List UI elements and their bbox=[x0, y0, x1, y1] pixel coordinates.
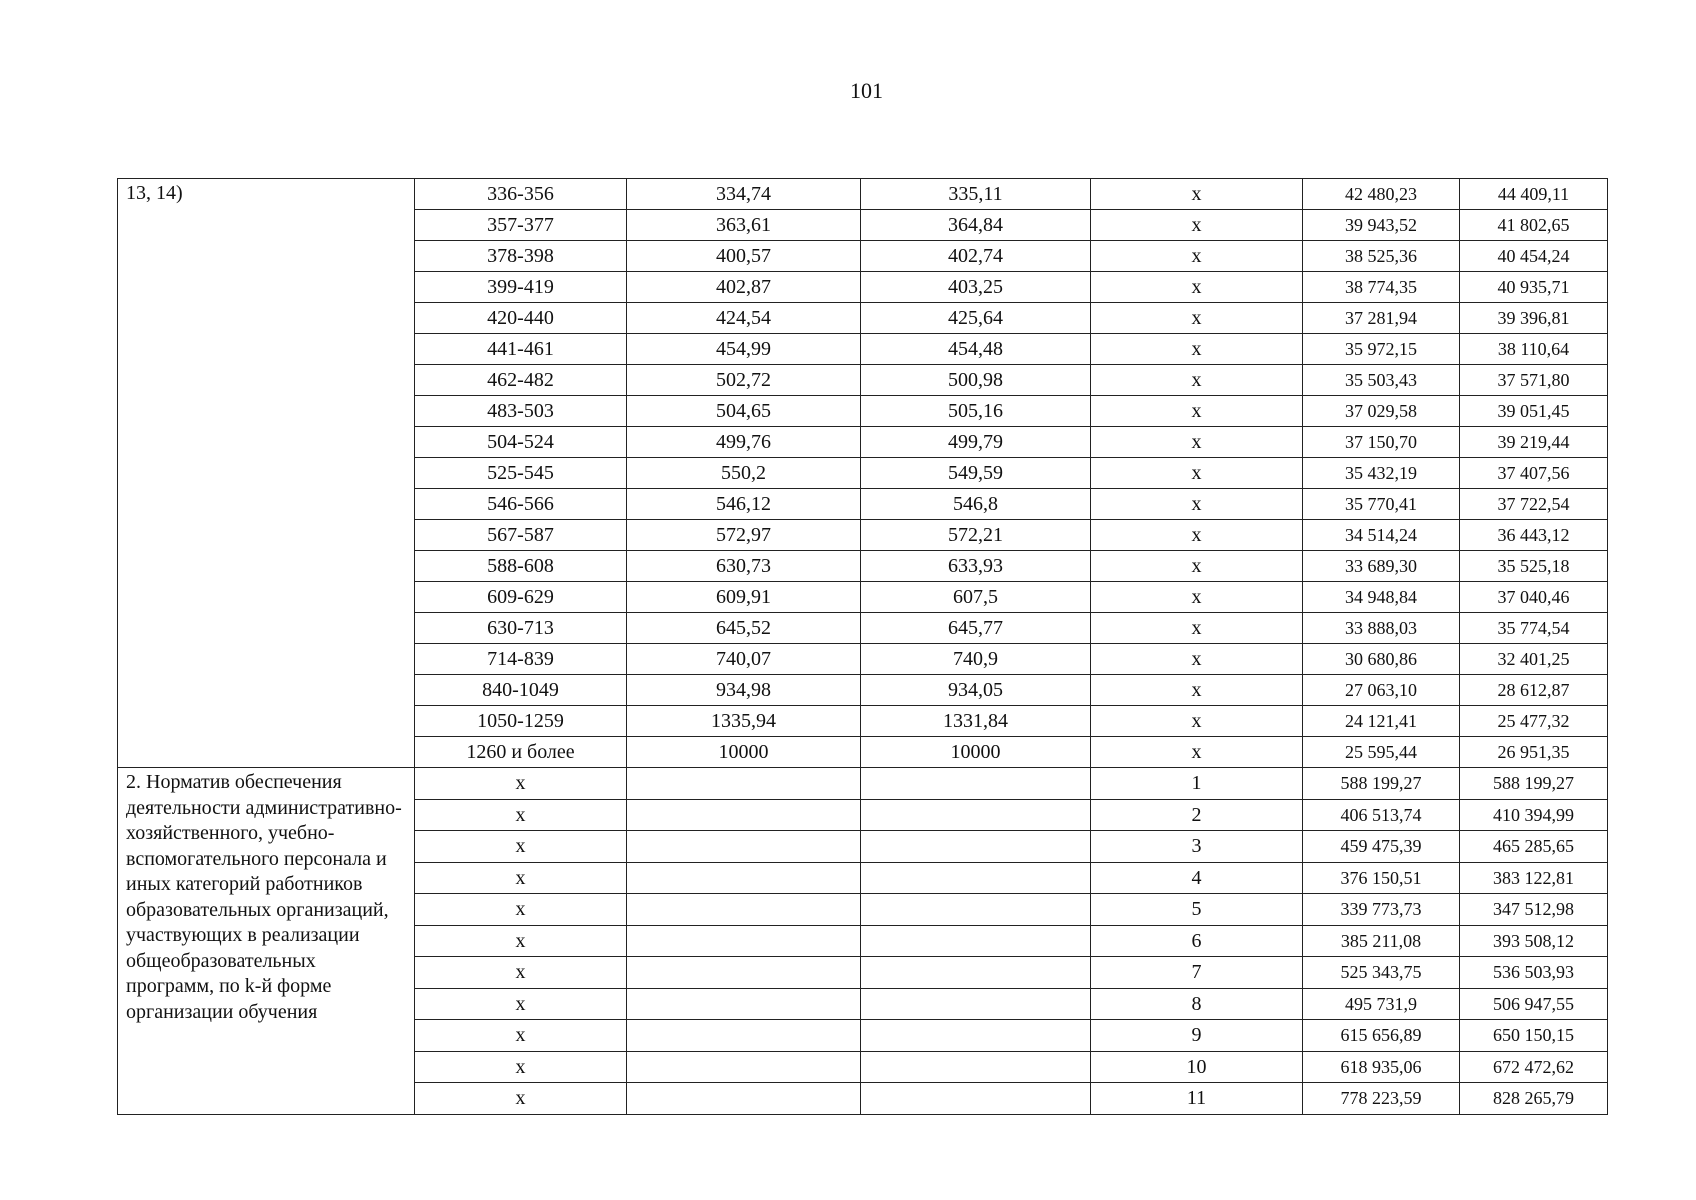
range-cell: 588-608 bbox=[415, 551, 627, 582]
value-cell: 35 503,43 bbox=[1303, 365, 1460, 396]
value-cell: 672 472,62 bbox=[1460, 1051, 1608, 1083]
value-cell: 650 150,15 bbox=[1460, 1020, 1608, 1052]
range-cell: 399-419 bbox=[415, 272, 627, 303]
value-cell: 934,05 bbox=[861, 675, 1091, 706]
value-cell: 38 774,35 bbox=[1303, 272, 1460, 303]
value-cell: 1331,84 bbox=[861, 706, 1091, 737]
value-cell: 37 040,46 bbox=[1460, 582, 1608, 613]
value-cell: 630,73 bbox=[627, 551, 861, 582]
section2-body bbox=[118, 768, 1608, 1115]
mark-cell: x bbox=[1091, 272, 1303, 303]
mark-cell: x bbox=[415, 1020, 627, 1052]
mark-cell: x bbox=[415, 831, 627, 863]
form-number-cell: 4 bbox=[1091, 862, 1303, 894]
mark-cell: x bbox=[1091, 737, 1303, 768]
value-cell: 28 612,87 bbox=[1460, 675, 1608, 706]
value-cell: 403,25 bbox=[861, 272, 1091, 303]
empty-cell bbox=[861, 831, 1091, 863]
value-cell: 35 432,19 bbox=[1303, 458, 1460, 489]
range-cell: 1050-1259 bbox=[415, 706, 627, 737]
value-cell: 778 223,59 bbox=[1303, 1083, 1460, 1115]
value-cell: 35 525,18 bbox=[1460, 551, 1608, 582]
mark-cell: x bbox=[1091, 520, 1303, 551]
value-cell: 425,64 bbox=[861, 303, 1091, 334]
form-number-cell: 2 bbox=[1091, 799, 1303, 831]
value-cell: 536 503,93 bbox=[1460, 957, 1608, 989]
mark-cell: x bbox=[415, 894, 627, 926]
value-cell: 39 943,52 bbox=[1303, 210, 1460, 241]
range-cell: 504-524 bbox=[415, 427, 627, 458]
value-cell: 633,93 bbox=[861, 551, 1091, 582]
page-number: 101 bbox=[850, 78, 883, 103]
mark-cell: x bbox=[1091, 551, 1303, 582]
empty-cell bbox=[861, 768, 1091, 800]
value-cell: 39 051,45 bbox=[1460, 396, 1608, 427]
range-cell: 1260 и более bbox=[415, 737, 627, 768]
value-cell: 645,52 bbox=[627, 613, 861, 644]
value-cell: 44 409,11 bbox=[1460, 179, 1608, 210]
value-cell: 363,61 bbox=[627, 210, 861, 241]
range-cell: 420-440 bbox=[415, 303, 627, 334]
value-cell: 410 394,99 bbox=[1460, 799, 1608, 831]
value-cell: 335,11 bbox=[861, 179, 1091, 210]
empty-cell bbox=[861, 925, 1091, 957]
range-cell: 609-629 bbox=[415, 582, 627, 613]
empty-cell bbox=[627, 768, 861, 800]
value-cell: 740,9 bbox=[861, 644, 1091, 675]
mark-cell: x bbox=[415, 799, 627, 831]
mark-cell: x bbox=[1091, 644, 1303, 675]
value-cell: 37 281,94 bbox=[1303, 303, 1460, 334]
value-cell: 607,5 bbox=[861, 582, 1091, 613]
mark-cell: x bbox=[1091, 334, 1303, 365]
value-cell: 502,72 bbox=[627, 365, 861, 396]
empty-cell bbox=[627, 1083, 861, 1115]
value-cell: 618 935,06 bbox=[1303, 1051, 1460, 1083]
value-cell: 42 480,23 bbox=[1303, 179, 1460, 210]
mark-cell: x bbox=[415, 1051, 627, 1083]
section1-label: 13, 14) bbox=[118, 179, 415, 768]
value-cell: 828 265,79 bbox=[1460, 1083, 1608, 1115]
mark-cell: x bbox=[1091, 427, 1303, 458]
empty-cell bbox=[627, 894, 861, 926]
value-cell: 504,65 bbox=[627, 396, 861, 427]
value-cell: 740,07 bbox=[627, 644, 861, 675]
value-cell: 10000 bbox=[627, 737, 861, 768]
mark-cell: x bbox=[1091, 241, 1303, 272]
empty-cell bbox=[861, 988, 1091, 1020]
table-row bbox=[118, 179, 1608, 210]
form-number-cell: 11 bbox=[1091, 1083, 1303, 1115]
mark-cell: x bbox=[1091, 706, 1303, 737]
value-cell: 588 199,27 bbox=[1303, 768, 1460, 800]
value-cell: 27 063,10 bbox=[1303, 675, 1460, 706]
mark-cell: x bbox=[415, 988, 627, 1020]
empty-cell bbox=[627, 799, 861, 831]
empty-cell bbox=[627, 862, 861, 894]
value-cell: 506 947,55 bbox=[1460, 988, 1608, 1020]
section1-body bbox=[118, 179, 1608, 768]
range-cell: 462-482 bbox=[415, 365, 627, 396]
value-cell: 549,59 bbox=[861, 458, 1091, 489]
form-number-cell: 8 bbox=[1091, 988, 1303, 1020]
value-cell: 26 951,35 bbox=[1460, 737, 1608, 768]
value-cell: 36 443,12 bbox=[1460, 520, 1608, 551]
value-cell: 424,54 bbox=[627, 303, 861, 334]
range-cell: 357-377 bbox=[415, 210, 627, 241]
value-cell: 934,98 bbox=[627, 675, 861, 706]
value-cell: 40 935,71 bbox=[1460, 272, 1608, 303]
value-cell: 465 285,65 bbox=[1460, 831, 1608, 863]
form-number-cell: 5 bbox=[1091, 894, 1303, 926]
empty-cell bbox=[861, 957, 1091, 989]
range-cell: 378-398 bbox=[415, 241, 627, 272]
mark-cell: x bbox=[1091, 365, 1303, 396]
value-cell: 38 525,36 bbox=[1303, 241, 1460, 272]
value-cell: 546,12 bbox=[627, 489, 861, 520]
mark-cell: x bbox=[1091, 675, 1303, 706]
value-cell: 37 150,70 bbox=[1303, 427, 1460, 458]
form-number-cell: 10 bbox=[1091, 1051, 1303, 1083]
value-cell: 454,48 bbox=[861, 334, 1091, 365]
empty-cell bbox=[627, 1020, 861, 1052]
value-cell: 383 122,81 bbox=[1460, 862, 1608, 894]
value-cell: 572,97 bbox=[627, 520, 861, 551]
value-cell: 339 773,73 bbox=[1303, 894, 1460, 926]
value-cell: 34 514,24 bbox=[1303, 520, 1460, 551]
empty-cell bbox=[861, 799, 1091, 831]
value-cell: 35 770,41 bbox=[1303, 489, 1460, 520]
value-cell: 385 211,08 bbox=[1303, 925, 1460, 957]
mark-cell: x bbox=[1091, 210, 1303, 241]
form-number-cell: 7 bbox=[1091, 957, 1303, 989]
mark-cell: x bbox=[1091, 396, 1303, 427]
value-cell: 37 407,56 bbox=[1460, 458, 1608, 489]
value-cell: 34 948,84 bbox=[1303, 582, 1460, 613]
value-cell: 645,77 bbox=[861, 613, 1091, 644]
value-cell: 364,84 bbox=[861, 210, 1091, 241]
value-cell: 454,99 bbox=[627, 334, 861, 365]
mark-cell: x bbox=[415, 957, 627, 989]
value-cell: 525 343,75 bbox=[1303, 957, 1460, 989]
value-cell: 459 475,39 bbox=[1303, 831, 1460, 863]
value-cell: 499,76 bbox=[627, 427, 861, 458]
range-cell: 567-587 bbox=[415, 520, 627, 551]
value-cell: 402,87 bbox=[627, 272, 861, 303]
value-cell: 609,91 bbox=[627, 582, 861, 613]
mark-cell: x bbox=[415, 862, 627, 894]
value-cell: 499,79 bbox=[861, 427, 1091, 458]
range-cell: 483-503 bbox=[415, 396, 627, 427]
value-cell: 400,57 bbox=[627, 241, 861, 272]
value-cell: 37 571,80 bbox=[1460, 365, 1608, 396]
value-cell: 550,2 bbox=[627, 458, 861, 489]
empty-cell bbox=[627, 957, 861, 989]
table-row bbox=[118, 768, 1608, 800]
value-cell: 32 401,25 bbox=[1460, 644, 1608, 675]
empty-cell bbox=[627, 925, 861, 957]
empty-cell bbox=[627, 831, 861, 863]
value-cell: 40 454,24 bbox=[1460, 241, 1608, 272]
mark-cell: x bbox=[415, 1083, 627, 1115]
value-cell: 406 513,74 bbox=[1303, 799, 1460, 831]
range-cell: 840-1049 bbox=[415, 675, 627, 706]
range-cell: 714-839 bbox=[415, 644, 627, 675]
mark-cell: x bbox=[415, 768, 627, 800]
value-cell: 495 731,9 bbox=[1303, 988, 1460, 1020]
empty-cell bbox=[861, 1051, 1091, 1083]
value-cell: 1335,94 bbox=[627, 706, 861, 737]
empty-cell bbox=[861, 1020, 1091, 1052]
value-cell: 38 110,64 bbox=[1460, 334, 1608, 365]
mark-cell: x bbox=[1091, 582, 1303, 613]
value-cell: 588 199,27 bbox=[1460, 768, 1608, 800]
value-cell: 25 595,44 bbox=[1303, 737, 1460, 768]
value-cell: 25 477,32 bbox=[1460, 706, 1608, 737]
mark-cell: x bbox=[1091, 613, 1303, 644]
mark-cell: x bbox=[415, 925, 627, 957]
value-cell: 35 972,15 bbox=[1303, 334, 1460, 365]
empty-cell bbox=[861, 1083, 1091, 1115]
value-cell: 39 396,81 bbox=[1460, 303, 1608, 334]
range-cell: 441-461 bbox=[415, 334, 627, 365]
mark-cell: x bbox=[1091, 179, 1303, 210]
value-cell: 393 508,12 bbox=[1460, 925, 1608, 957]
value-cell: 39 219,44 bbox=[1460, 427, 1608, 458]
empty-cell bbox=[861, 862, 1091, 894]
value-cell: 35 774,54 bbox=[1460, 613, 1608, 644]
value-cell: 546,8 bbox=[861, 489, 1091, 520]
value-cell: 41 802,65 bbox=[1460, 210, 1608, 241]
range-cell: 336-356 bbox=[415, 179, 627, 210]
empty-cell bbox=[627, 988, 861, 1020]
value-cell: 376 150,51 bbox=[1303, 862, 1460, 894]
empty-cell bbox=[627, 1051, 861, 1083]
range-cell: 546-566 bbox=[415, 489, 627, 520]
value-cell: 30 680,86 bbox=[1303, 644, 1460, 675]
value-cell: 24 121,41 bbox=[1303, 706, 1460, 737]
mark-cell: x bbox=[1091, 489, 1303, 520]
value-cell: 33 888,03 bbox=[1303, 613, 1460, 644]
normative-table bbox=[117, 178, 1608, 1115]
value-cell: 572,21 bbox=[861, 520, 1091, 551]
range-cell: 630-713 bbox=[415, 613, 627, 644]
form-number-cell: 9 bbox=[1091, 1020, 1303, 1052]
form-number-cell: 1 bbox=[1091, 768, 1303, 800]
value-cell: 10000 bbox=[861, 737, 1091, 768]
mark-cell: x bbox=[1091, 458, 1303, 489]
value-cell: 505,16 bbox=[861, 396, 1091, 427]
value-cell: 33 689,30 bbox=[1303, 551, 1460, 582]
value-cell: 500,98 bbox=[861, 365, 1091, 396]
range-cell: 525-545 bbox=[415, 458, 627, 489]
value-cell: 402,74 bbox=[861, 241, 1091, 272]
value-cell: 37 722,54 bbox=[1460, 489, 1608, 520]
section2-label: 2. Норматив обеспечения деятельности административно-хозяйственного, учебно-вспомогательного персонала и иных категорий работников образовательных организаций, участвующих в реализации общеобразовательных программ, по k-й форме организации обучения bbox=[118, 768, 415, 1115]
form-number-cell: 6 bbox=[1091, 925, 1303, 957]
form-number-cell: 3 bbox=[1091, 831, 1303, 863]
mark-cell: x bbox=[1091, 303, 1303, 334]
value-cell: 615 656,89 bbox=[1303, 1020, 1460, 1052]
value-cell: 334,74 bbox=[627, 179, 861, 210]
empty-cell bbox=[861, 894, 1091, 926]
value-cell: 347 512,98 bbox=[1460, 894, 1608, 926]
value-cell: 37 029,58 bbox=[1303, 396, 1460, 427]
